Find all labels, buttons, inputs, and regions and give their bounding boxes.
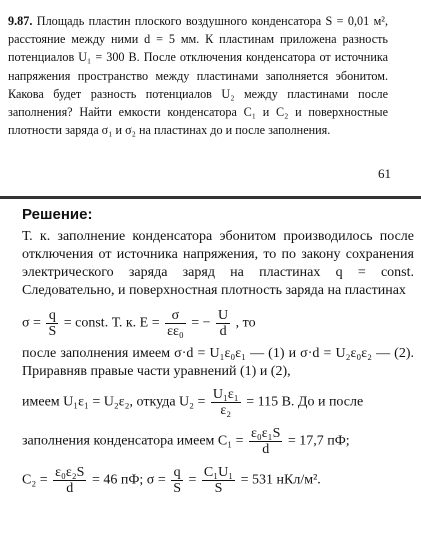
solution-text-1: Т. к. заполнение конденсатора эбонитом производилось после отключения от источника напряжения, то по закону сохранения электрического заряда заряд на пластинах q = const. Следовательно, и поверхностная плотность заряда на пластинах: [22, 229, 414, 298]
fraction-u2: [211, 387, 241, 418]
fraction-u-over-d: [216, 308, 230, 339]
frac-denominator: d: [66, 481, 74, 496]
fraction-c1u1-over-s: [202, 465, 235, 496]
equation-line-5: [22, 465, 414, 496]
solution-section: [22, 206, 414, 496]
frac-numerator: U: [218, 308, 229, 323]
problem-statement: [8, 12, 388, 139]
eq5-post: = 531 нКл/м².: [240, 472, 321, 488]
frac-numerator: q: [46, 308, 58, 324]
page-number: 61: [378, 166, 391, 181]
frac-numerator: ε₀ε₁S: [251, 426, 281, 441]
frac-numerator: U₁ε₁: [212, 387, 239, 402]
fraction-sigma-over-eps: [165, 308, 186, 339]
equation-line-1: [22, 308, 414, 339]
frac-denominator: S: [214, 481, 223, 496]
eq4-post: = 17,7 пФ;: [287, 433, 350, 449]
problem-text: Площадь пластин плоского воздушного конденсатора S = 0,01 м², расстояние между ними d = 5 мм. К пластинам приложена разность потенциалов U₁ = 300 В. После отключения конденсатора от источника напряжения пространство между пластинами заполняется эбонитом. Какова будет разность потенциалов U₂ между пластинами после заполнения? Найти емкости конденсатора C₁ и C₂ и поверхностные плотности заряда σ₁ и σ₂ на пластинах до и после заполнения.: [8, 14, 389, 138]
fraction-q-over-s-2: [171, 465, 183, 496]
problem-paragraph: [8, 12, 388, 139]
eq5-pre: C₂ =: [22, 472, 48, 488]
problem-number: 9.87.: [8, 14, 33, 28]
fraction-c2: [53, 465, 86, 496]
fraction-q-over-s: [46, 308, 58, 339]
solution-heading: Решение:: [22, 206, 93, 223]
solution-paragraph-2: [22, 345, 414, 381]
solution-paragraph-1: [22, 228, 414, 300]
frac-denominator: ε₂: [220, 403, 232, 418]
eq4-pre: заполнения конденсатора имеем C₁ =: [22, 433, 244, 449]
fraction-c1: [249, 426, 282, 457]
eq5-equals: =: [188, 472, 197, 488]
solution-text-2: после заполнения имеем σ·d = U₁ε₀ε₁ — (1) и σ·d = U₂ε₀ε₂ — (2). Приравняв правые части уравнений (1) и (2),: [22, 346, 414, 379]
frac-denominator: S: [48, 324, 57, 339]
eq1-mid: = −: [191, 315, 211, 331]
frac-denominator: d: [262, 442, 270, 457]
frac-denominator: S: [173, 481, 182, 496]
equation-line-4: [22, 426, 414, 457]
eq5-mid: = 46 пФ; σ =: [91, 472, 166, 488]
frac-numerator: ε₀ε₂S: [55, 465, 85, 480]
frac-denominator: εε₀: [167, 324, 184, 339]
eq1-tail: , то: [235, 315, 256, 331]
eq3-post: = 115 В. До и после: [246, 394, 364, 410]
eq1-rhs: = const. Т. к. E =: [63, 315, 160, 331]
frac-denominator: d: [219, 324, 227, 339]
frac-numerator: σ: [165, 308, 186, 324]
frac-numerator: q: [171, 465, 183, 481]
eq1-lhs: σ =: [22, 315, 41, 331]
frac-numerator: C₁U₁: [203, 465, 234, 480]
eq3-pre: имеем U₁ε₁ = U₂ε₂, откуда U₂ =: [22, 394, 206, 410]
equation-line-3: [22, 387, 414, 418]
page-divider: [0, 196, 421, 199]
